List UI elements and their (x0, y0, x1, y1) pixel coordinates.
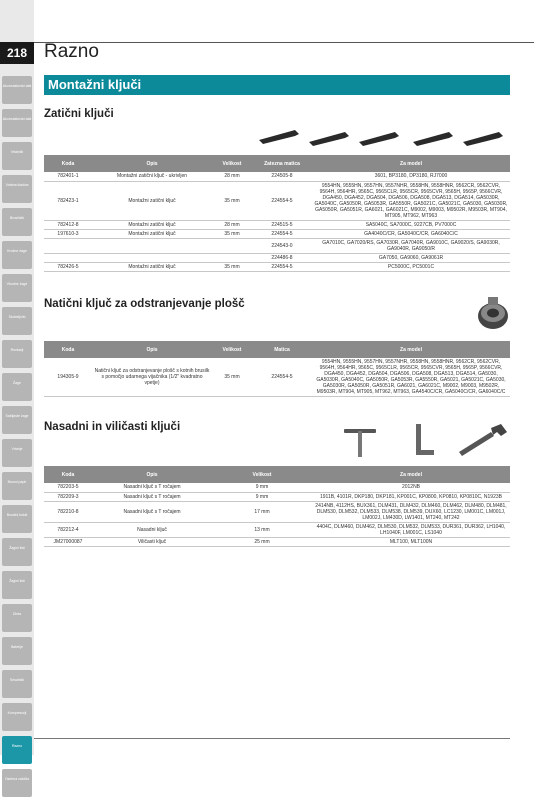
table-cell: Montažni zatični ključ (92, 262, 212, 271)
header-divider (34, 42, 534, 43)
table-row (44, 537, 510, 546)
sidebar-tab[interactable]: Akumulatorski alat (2, 109, 32, 137)
column-header: Za model (312, 341, 510, 358)
disc-removal-table (44, 341, 510, 397)
table-cell: Viličasti ključ (92, 537, 212, 546)
column-header: Opis (92, 155, 212, 172)
table-cell: 35 mm (212, 229, 252, 238)
column-header: Matica (252, 341, 312, 358)
table-cell: 782203-5 (44, 483, 92, 492)
table-cell: 782212-4 (44, 522, 92, 537)
table-cell: 2414NB, 4112HS, BUX361, DLM431, DLM432, DLM460, DLM462, DLM480, DLM481, DLM530, DLM532, DLM533, DLM538, DLM539, DUX60, LC1230, LM001C, LM001J, LM002J, LM430D, LW1401, MT240, MT242 (312, 501, 510, 522)
disc-removal-heading: Natični ključ za odstranjevanje plošč (44, 298, 245, 310)
table-row (44, 172, 510, 181)
column-header: Koda (44, 466, 92, 483)
table-cell: 224505-8 (252, 172, 312, 181)
table-cell: 1911B, 4101R, DKP180, DKP181, KP001C, KP0800, KP0810, KP0810C, N1923B (312, 492, 510, 501)
sidebar-tab[interactable]: Sesalniki (2, 670, 32, 698)
sidebar-tab[interactable]: Brusni papir (2, 472, 32, 500)
table-cell: Montažni zatični ključ (92, 220, 212, 229)
disc-removal-socket-icon (476, 294, 510, 332)
table-cell: Montažni zatični ključ - ukrivljen (92, 172, 212, 181)
table-cell: Nasadni ključ s T ročajem (92, 501, 212, 522)
table-row (44, 358, 510, 397)
table-cell: 2012NB (312, 483, 510, 492)
section-banner (44, 75, 510, 95)
sidebar-tab[interactable]: Dleta (2, 604, 32, 632)
table-cell: 224486-8 (252, 253, 312, 262)
section-title: Montažni ključi (48, 77, 142, 92)
table-cell: 782210-8 (44, 501, 92, 522)
table-cell (44, 238, 92, 253)
sidebar-tab[interactable]: Baterije (2, 637, 32, 665)
table-cell: Montažni zatični ključ (92, 181, 212, 220)
table-cell: 782426-5 (44, 262, 92, 271)
table-cell: 224554-5 (252, 181, 312, 220)
sidebar-tab[interactable]: Vrtalniki (2, 142, 32, 170)
table-cell: Montažni zatični ključ (92, 229, 212, 238)
sidebar-tab[interactable]: Osebna zaščita (2, 769, 32, 797)
table-cell: Natični ključ za odstranjevanje plošč s kotnih brusilk s pomočjo udarnega vijačnika (1/2" kvadratno vpetje) (92, 358, 212, 397)
table-cell: PC5000C, PC5001C (312, 262, 510, 271)
sidebar-tab[interactable]: Rezkarji (2, 340, 32, 368)
column-header: Zatezna matica (252, 155, 312, 172)
table-cell (92, 238, 212, 253)
table-cell: 28 mm (212, 220, 252, 229)
sidebar-tab[interactable]: Sabljaste žage (2, 406, 32, 434)
table-cell (44, 253, 92, 262)
table-row (44, 501, 510, 522)
l-socket-wrench-icon (408, 420, 438, 460)
table-cell: MLT100, MLT100N (312, 537, 510, 546)
pin-wrench-icon (255, 124, 505, 152)
table-cell: 224515-5 (252, 220, 312, 229)
page-number: 218 (0, 42, 34, 64)
table-cell: 35 mm (212, 358, 252, 397)
table-cell (92, 253, 212, 262)
table-row (44, 522, 510, 537)
sidebar-tab[interactable]: Vrtalna kladiva (2, 175, 32, 203)
table-cell: Nasadni ključ (92, 522, 212, 537)
sidebar-tab[interactable]: Vbodne žage (2, 274, 32, 302)
table-cell (212, 238, 252, 253)
table-cell: 35 mm (212, 181, 252, 220)
sidebar-tab[interactable]: Krožne žage (2, 241, 32, 269)
table-cell: JM27000087 (44, 537, 92, 546)
table-row (44, 181, 510, 220)
table-row (44, 492, 510, 501)
pin-wrench-table (44, 155, 510, 272)
table-cell: Nasadni ključ s T ročajem (92, 492, 212, 501)
table-cell: Nasadni ključ s T ročajem (92, 483, 212, 492)
sidebar-tab[interactable]: Skobeljniki (2, 307, 32, 335)
table-cell: GA4040C/CR, GA5040C/CR, GA6040C/C (312, 229, 510, 238)
table-row (44, 262, 510, 271)
table-cell: 782423-1 (44, 181, 92, 220)
table-cell: 782209-3 (44, 492, 92, 501)
sidebar-tab[interactable]: Brusilni koluti (2, 505, 32, 533)
table-cell: 35 mm (212, 262, 252, 271)
fork-wrench-icon (455, 422, 510, 458)
sidebar-tab[interactable]: Razno (2, 736, 32, 764)
table-cell: 224554-5 (252, 262, 312, 271)
socket-wrench-table (44, 466, 510, 547)
column-header: Opis (92, 466, 212, 483)
table-cell: 782412-8 (44, 220, 92, 229)
column-header: Velikost (212, 341, 252, 358)
table-cell: 17 mm (212, 501, 312, 522)
column-header: Koda (44, 341, 92, 358)
column-header: Za model (312, 466, 510, 483)
table-cell: 197610-3 (44, 229, 92, 238)
table-cell: 13 mm (212, 522, 312, 537)
column-header: Velikost (212, 466, 312, 483)
pin-wrench-heading: Zatični ključi (44, 108, 114, 120)
table-cell: 782401-1 (44, 172, 92, 181)
table-row (44, 229, 510, 238)
table-cell: 9 mm (212, 483, 312, 492)
table-cell: 4404C, DLM460, DLM462, DLM530, DLM532, DLM533, DUR361, DUR362, LH1040, LH1040F, LM001C, LS1040 (312, 522, 510, 537)
page-title: Razno (44, 41, 99, 62)
sidebar (0, 0, 34, 781)
table-cell: SA5040C, SA7000C, 9227CB, PV7000C (312, 220, 510, 229)
table-cell: 25 mm (212, 537, 312, 546)
table-cell: GA7050, GA9060, GA9061R (312, 253, 510, 262)
socket-wrench-heading: Nasadni in viličasti ključi (44, 421, 181, 433)
table-cell: 224554-5 (252, 358, 312, 397)
column-header: Koda (44, 155, 92, 172)
table-cell (212, 253, 252, 262)
sidebar-tab[interactable]: Kompresorji (2, 703, 32, 731)
table-row (44, 220, 510, 229)
t-handle-wrench-icon (340, 425, 380, 459)
table-cell: 9554HN, 9555HN, 9557HN, 9557NHR, 9558HN, 9558HNR, 9562CR, 9562CVR, 9564H, 9564HR, 9565C, 9565CLR, 9565CR, 9565CVR, 9565H, 9565P, 9566CVR, DGA450, DGA452, DGA504, DGA506, DGA508, DGA513, DGA514, GA5030R, GA5040C, GA5050R, GA5053R, GA5550R, GA5021C, GA5021C, GA5030, GA5030R, GA5050R, GA5051R, GA6021, GA6021C, M9002, M9003, M9502R, M9503R, MT904, MT905, MT962, MT963 (312, 181, 510, 220)
footer-divider (34, 738, 510, 739)
table-row (44, 483, 510, 492)
sidebar-tab[interactable]: Žage (2, 373, 32, 401)
table-cell: 224554-5 (252, 229, 312, 238)
sidebar-tab[interactable]: Žagini listi (2, 571, 32, 599)
table-row (44, 238, 510, 253)
sidebar-tab[interactable]: Vrtanje (2, 439, 32, 467)
column-header: Velikost (212, 155, 252, 172)
sidebar-tab[interactable]: Brusilniki (2, 208, 32, 236)
table-cell: GA7010C, GA7020/RS, GA7030R, GA7040R, GA9010C, GA9020/S, GA9030R, GA9040R, GA9050/R (312, 238, 510, 253)
sidebar-tabs (2, 76, 32, 802)
column-header: Za model (312, 155, 510, 172)
table-cell: 194305-9 (44, 358, 92, 397)
table-cell: 28 mm (212, 172, 252, 181)
table-cell: 224543-0 (252, 238, 312, 253)
sidebar-tab[interactable]: Žagini listi (2, 538, 32, 566)
table-cell: 9 mm (212, 492, 312, 501)
table-cell: 9554HN, 9555HN, 9557HN, 9557NHR, 9558HN, 9558HNR, 9562CR, 9562CVR, 9564H, 9564HR, 9565C, 9565CLR, 9565CR, 9565CVR, 9565H, 9565P, 9566CVR, DGA450, DGA452, DGA504, DGA506, DGA508, DGA513, DGA514, GA5030, GA5030R, GA5040C, GA5050R, GA5053R, GA5550R, GA5021, GA5021C, GA5030, GA5030R, GA5050R, GA5051R, GA6021, GA6021C, M9002, M9003, M9502R, M9503R, MT904, MT905, MT962, MT963, GA4540C/CR, GA5040C/CR, GA6040C/C (312, 358, 510, 397)
sidebar-tab[interactable]: Akumulatorski alat (2, 76, 32, 104)
table-cell: 3601, BP3180, DP3180, RJ7000 (312, 172, 510, 181)
table-row (44, 253, 510, 262)
column-header: Opis (92, 341, 212, 358)
